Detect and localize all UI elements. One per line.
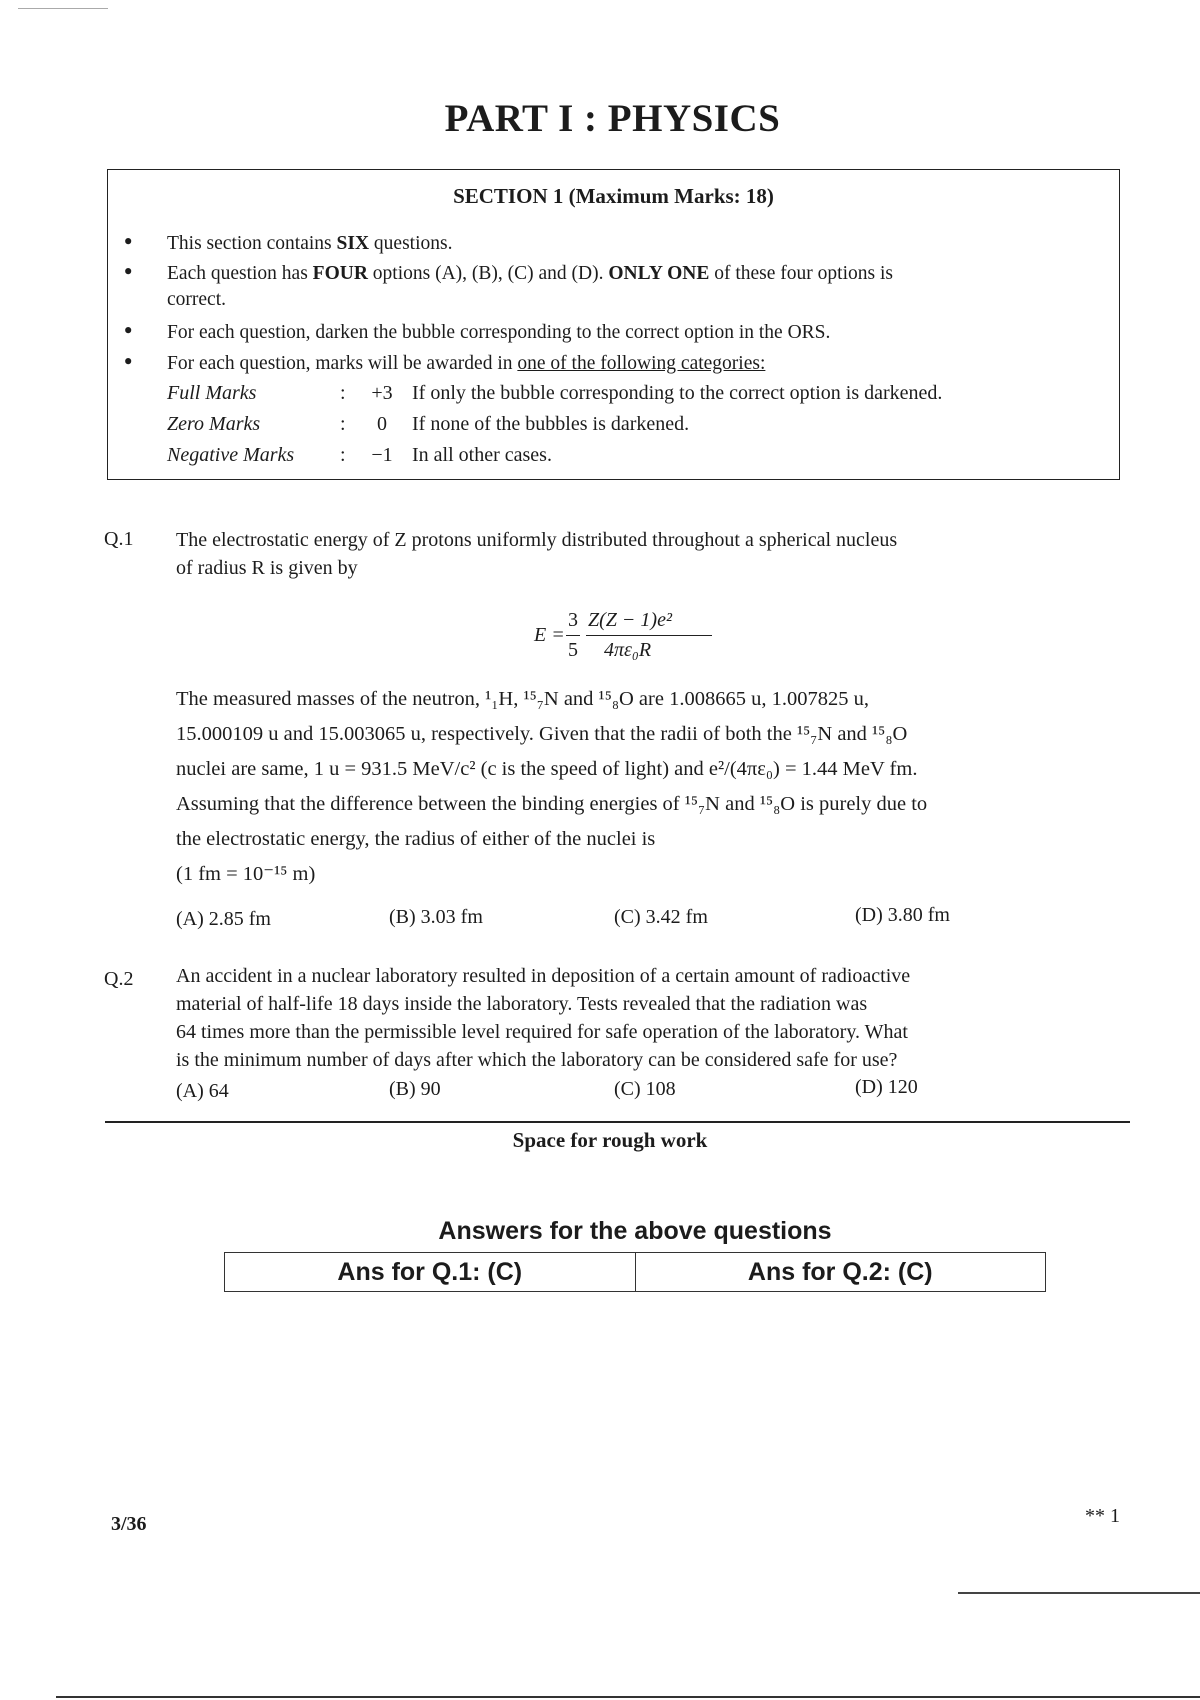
zero-marks-label: Zero Marks — [167, 413, 261, 435]
scan-edge-mark — [18, 8, 108, 9]
answers-table — [224, 1252, 1046, 1292]
full-marks-desc: If only the bubble corresponding to the correct option is darkened. — [412, 382, 943, 404]
answer-q2: Ans for Q.2: (C) — [635, 1253, 1046, 1291]
bullet-dot: • — [122, 230, 135, 254]
question-1-intro — [176, 526, 1126, 582]
question-1-line: The measured masses of the neutron, ¹₁H, ¹⁵₇N and ¹⁵₈O are 1.008665 u, 1.007825 u, — [176, 688, 869, 710]
question-1-line: (1 fm = 10⁻¹⁵ m) — [176, 863, 316, 885]
zero-marks-value: 0 — [377, 413, 387, 435]
question-number-2: Q.2 — [104, 968, 134, 990]
bullet-dot: • — [122, 260, 135, 284]
question-2-text — [176, 962, 1126, 1074]
bullet-text-1: This section contains SIX questions. — [167, 233, 453, 254]
question-2-line: An accident in a nuclear laboratory resulted in deposition of a certain amount of radioactive — [176, 965, 911, 987]
energy-equation — [534, 606, 734, 666]
question-1-line: the electrostatic energy, the radius of either of the nuclei is — [176, 828, 656, 850]
equation-numerator: Z(Z − 1)e² — [588, 609, 672, 631]
bottom-rule — [56, 1696, 1200, 1698]
q2-option-c[interactable]: (C) 108 — [614, 1078, 676, 1100]
equation-coef-den: 5 — [568, 639, 578, 661]
scan-edge-mark — [958, 1592, 1200, 1594]
negative-marks-desc: In all other cases. — [412, 444, 552, 466]
full-marks-value: +3 — [371, 382, 393, 404]
negative-marks-value: −1 — [371, 444, 393, 466]
bullet-dot: • — [122, 319, 135, 343]
answer-q1: Ans for Q.1: (C) — [337, 1257, 523, 1286]
equation-lhs: E = — [534, 624, 565, 646]
page-number: 3/36 — [111, 1513, 147, 1535]
equation-bar — [586, 635, 712, 636]
question-2-line: is the minimum number of days after which the laboratory can be considered safe for use? — [176, 1049, 898, 1071]
q2-option-a[interactable]: (A) 64 — [176, 1080, 229, 1102]
zero-marks-desc: If none of the bubbles is darkened. — [412, 413, 690, 435]
equation-coef-num: 3 — [568, 609, 578, 631]
q2-option-d[interactable]: (D) 120 — [855, 1076, 918, 1098]
colon: : — [340, 382, 346, 404]
colon: : — [340, 413, 346, 435]
question-1-line: nuclei are same, 1 u = 931.5 MeV/c² (c is the speed of light) and e²/(4πε₀) = 1.44 MeV fm. — [176, 758, 918, 780]
question-2-line: 64 times more than the permissible level required for safe operation of the laboratory. What — [176, 1021, 908, 1043]
colon: : — [340, 444, 346, 466]
rough-work-label: Space for rough work — [512, 1128, 708, 1152]
paper-code: ** 1 — [1085, 1505, 1120, 1527]
bullet-text-2: Each question has FOUR options (A), (B), (C) and (D). ONLY ONE of these four options is correct. — [167, 263, 893, 310]
bullet-text-4: For each question, marks will be awarded in one of the following categories: — [167, 353, 766, 374]
question-1-line: of radius R is given by — [176, 557, 358, 579]
question-1-line: 15.000109 u and 15.003065 u, respectively. Given that the radii of both the ¹⁵₇N and ¹⁵₈O — [176, 723, 908, 745]
q1-option-a[interactable]: (A) 2.85 fm — [176, 908, 271, 930]
question-number-1: Q.1 — [104, 528, 134, 550]
question-1-line: Assuming that the difference between the binding energies of ¹⁵₇N and ¹⁵₈O is purely due to — [176, 793, 928, 815]
rough-work-divider — [105, 1121, 1130, 1123]
question-2-line: material of half-life 18 days inside the laboratory. Tests revealed that the radiation was — [176, 993, 868, 1015]
question-1-body — [176, 682, 1126, 892]
bullet-text-3: For each question, darken the bubble corresponding to the correct option in the ORS. — [167, 322, 831, 343]
q1-option-d[interactable]: (D) 3.80 fm — [855, 904, 950, 926]
answers-title: Answers for the above questions — [438, 1217, 832, 1245]
question-1-line: The electrostatic energy of Z protons uniformly distributed throughout a spherical nucleus — [176, 529, 898, 551]
full-marks-label: Full Marks — [167, 382, 257, 404]
q1-option-b[interactable]: (B) 3.03 fm — [389, 906, 483, 928]
bullet-dot: • — [122, 350, 135, 374]
equation-coef-bar — [566, 635, 580, 636]
page-title: PART I : PHYSICS — [444, 97, 781, 140]
equation-denominator: 4πε₀R — [604, 639, 652, 661]
q2-option-b[interactable]: (B) 90 — [389, 1078, 441, 1100]
section-heading: SECTION 1 (Maximum Marks: 18) — [453, 184, 774, 208]
q1-option-c[interactable]: (C) 3.42 fm — [614, 906, 708, 928]
negative-marks-label: Negative Marks — [167, 444, 295, 466]
